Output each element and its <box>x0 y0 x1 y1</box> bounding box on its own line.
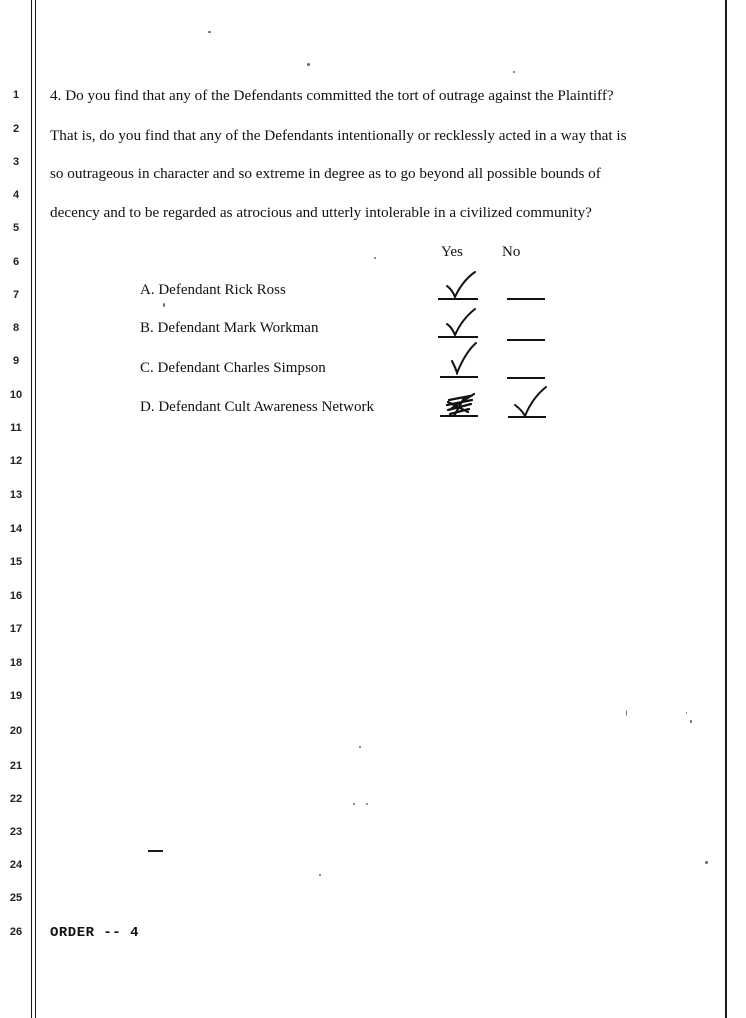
line-number: 24 <box>9 859 23 871</box>
line-number: 22 <box>9 793 23 805</box>
line-number: 16 <box>9 590 23 602</box>
line-number: 20 <box>9 725 23 737</box>
left-margin-rule-outer <box>31 0 32 1018</box>
line-number: 12 <box>9 455 23 467</box>
yes-blank-c <box>440 376 478 378</box>
stray-dash-mark <box>148 850 163 852</box>
question-line-2: That is, do you find that any of the Defendants intentionally or recklessly acted in a way that is <box>50 127 627 144</box>
checkmark-icon <box>444 270 478 300</box>
line-number: 9 <box>12 355 20 367</box>
scan-speck <box>208 31 211 33</box>
scan-speck <box>705 861 708 864</box>
line-number: 13 <box>9 489 23 501</box>
answer-label-a: A. Defendant Rick Ross <box>140 282 286 298</box>
line-number: 15 <box>9 556 23 568</box>
answer-label-d: D. Defendant Cult Awareness Network <box>140 399 374 415</box>
line-number: 19 <box>9 690 23 702</box>
line-number: 8 <box>12 322 20 334</box>
scan-speck <box>626 710 627 716</box>
line-number: 11 <box>10 422 22 434</box>
scan-speck <box>359 746 361 748</box>
line-number: 14 <box>9 523 23 535</box>
line-number: 17 <box>9 623 23 635</box>
page-footer: ORDER -- 4 <box>50 925 140 941</box>
question-line-1: 4. Do you find that any of the Defendants committed the tort of outrage against the Plaintiff? <box>50 87 614 104</box>
scan-speck <box>686 712 687 714</box>
line-number: 21 <box>9 760 23 772</box>
line-number: 18 <box>9 657 23 669</box>
right-margin-rule <box>725 0 727 1018</box>
line-number: 3 <box>12 156 20 168</box>
left-margin-rule-inner <box>35 0 36 1018</box>
line-number: 1 <box>12 89 20 101</box>
yes-column-heading: Yes <box>441 244 463 260</box>
no-blank-b <box>507 339 545 341</box>
scan-speck <box>690 720 692 723</box>
scan-speck <box>366 803 368 805</box>
no-blank-c <box>507 377 545 379</box>
line-number: 2 <box>12 123 20 135</box>
line-number: 4 <box>12 189 20 201</box>
scan-speck <box>163 303 165 307</box>
scan-speck <box>374 257 376 259</box>
answer-label-c: C. Defendant Charles Simpson <box>140 360 326 376</box>
checkmark-icon <box>512 385 548 419</box>
scan-speck <box>319 874 321 876</box>
question-line-3: so outrageous in character and so extreme in degree as to go beyond all possible bounds of <box>50 165 601 182</box>
checkmark-icon <box>446 341 480 375</box>
line-number: 10 <box>9 389 23 401</box>
line-number: 26 <box>9 926 23 938</box>
scan-speck <box>353 803 355 805</box>
line-number: 23 <box>9 826 23 838</box>
scan-speck <box>307 63 310 66</box>
no-blank-a <box>507 298 545 300</box>
scribbled-out-mark-icon <box>444 390 478 418</box>
line-number: 6 <box>12 256 20 268</box>
line-number: 5 <box>12 222 20 234</box>
question-line-4: decency and to be regarded as atrocious and utterly intolerable in a civilized community? <box>50 204 592 221</box>
answer-label-b: B. Defendant Mark Workman <box>140 320 319 336</box>
scan-speck <box>513 71 515 73</box>
line-number: 7 <box>12 289 20 301</box>
no-column-heading: No <box>502 244 521 260</box>
checkmark-icon <box>444 307 478 337</box>
line-number: 25 <box>9 892 23 904</box>
